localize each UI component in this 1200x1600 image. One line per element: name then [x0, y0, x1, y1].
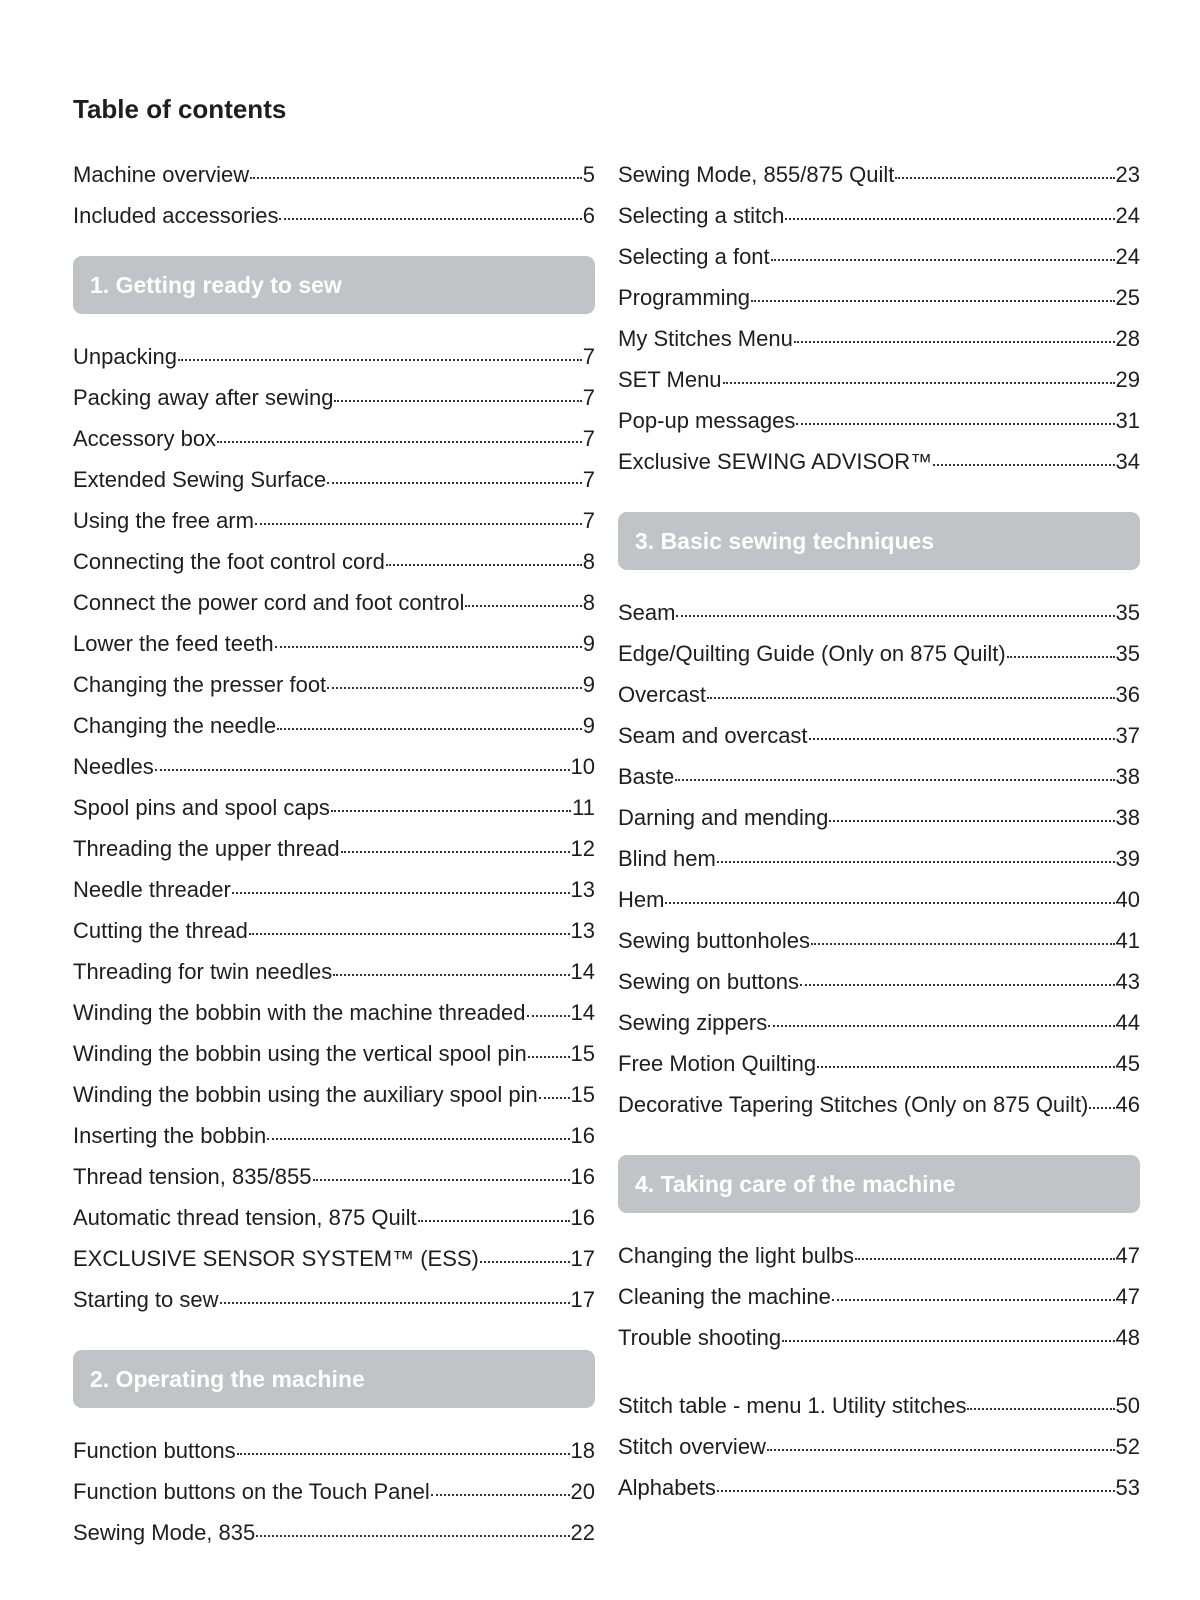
dot-leader: [665, 902, 1114, 904]
toc-entry[interactable]: [618, 359, 1140, 400]
dot-leader: [539, 1097, 570, 1099]
dot-leader: [237, 1453, 570, 1455]
dot-leader: [333, 974, 569, 976]
dot-leader: [800, 984, 1114, 986]
toc-entry-title: Sewing on buttons: [618, 969, 800, 994]
dot-leader: [334, 400, 581, 402]
toc-entry[interactable]: [618, 715, 1140, 756]
toc-entry-page-number: 12: [570, 836, 595, 861]
toc-entry[interactable]: [73, 195, 595, 236]
toc-entry-title: Exclusive SEWING ADVISOR™: [618, 449, 933, 474]
toc-entry[interactable]: [73, 705, 595, 746]
toc-entry[interactable]: [618, 1317, 1140, 1358]
toc-entry[interactable]: [73, 746, 595, 787]
dot-leader: [275, 646, 582, 648]
toc-entry[interactable]: [618, 1084, 1140, 1125]
toc-entry-page-number: 9: [582, 713, 595, 738]
dot-leader: [895, 177, 1114, 179]
toc-entry-page-number: 47: [1115, 1243, 1140, 1268]
toc-entry[interactable]: [618, 797, 1140, 838]
toc-entry-page-number: 38: [1115, 764, 1140, 789]
dot-leader: [717, 1490, 1115, 1492]
toc-entry-title: Free Motion Quilting: [618, 1051, 817, 1076]
dot-leader: [220, 1302, 570, 1304]
toc-entry-title: Thread tension, 835/855: [73, 1164, 312, 1189]
toc-entry[interactable]: [618, 277, 1140, 318]
toc-entry-title: Seam: [618, 600, 676, 625]
toc-entry-page-number: 39: [1115, 846, 1140, 871]
toc-entry-title: Machine overview: [73, 162, 250, 187]
dot-leader: [480, 1261, 570, 1263]
toc-entry-title: EXCLUSIVE SENSOR SYSTEM™ (ESS): [73, 1246, 479, 1271]
dot-leader: [217, 441, 582, 443]
toc-entry[interactable]: [73, 1156, 595, 1197]
toc-entry-title: Winding the bobbin using the vertical spool pin: [73, 1041, 527, 1066]
toc-entry-page-number: 48: [1115, 1325, 1140, 1350]
right-column: [618, 154, 1140, 1508]
toc-entry[interactable]: [73, 623, 595, 664]
toc-entry-page-number: 31: [1115, 408, 1140, 433]
toc-entry-page-number: 40: [1115, 887, 1140, 912]
toc-entry-page-number: 11: [572, 795, 595, 820]
toc-entry[interactable]: [618, 318, 1140, 359]
section-header-taking-care: 4. Taking care of the machine: [618, 1155, 1140, 1213]
toc-entry-title: Lower the feed teeth: [73, 631, 274, 656]
toc-entry-page-number: 7: [582, 467, 595, 492]
toc-entry[interactable]: [73, 828, 595, 869]
toc-entry[interactable]: [618, 154, 1140, 195]
toc-entry-title: Using the free arm: [73, 508, 254, 533]
toc-entry-page-number: 7: [582, 508, 595, 533]
dot-leader: [155, 769, 570, 771]
section-header-operating: 2. Operating the machine: [73, 1350, 595, 1408]
dot-leader: [1007, 656, 1115, 658]
toc-entry-page-number: 43: [1115, 969, 1140, 994]
toc-entry-title: Included accessories: [73, 203, 279, 228]
toc-entry-title: Selecting a stitch: [618, 203, 785, 228]
toc-entry-title: Needles: [73, 754, 154, 779]
toc-entry-title: Connecting the foot control cord: [73, 549, 385, 574]
toc-entry-title: Connect the power cord and foot control: [73, 590, 465, 615]
toc-entry-page-number: 50: [1115, 1393, 1140, 1418]
toc-entry-page-number: 24: [1115, 203, 1140, 228]
toc-entry-page-number: 37: [1115, 723, 1140, 748]
toc-entry-title: Sewing Mode, 835: [73, 1520, 256, 1545]
toc-entry-title: Winding the bobbin using the auxiliary spool pin: [73, 1082, 538, 1107]
dot-leader: [331, 810, 571, 812]
toc-entry[interactable]: [73, 1074, 595, 1115]
toc-entry[interactable]: [73, 1033, 595, 1074]
dot-leader: [527, 1015, 570, 1017]
dot-leader: [817, 1066, 1114, 1068]
toc-entry-title: SET Menu: [618, 367, 722, 392]
toc-entry-title: Threading for twin needles: [73, 959, 333, 984]
toc-entry[interactable]: [73, 541, 595, 582]
toc-entry-title: Baste: [618, 764, 675, 789]
toc-entry-page-number: 20: [570, 1479, 595, 1504]
toc-entry[interactable]: [618, 633, 1140, 674]
dot-leader: [785, 218, 1114, 220]
toc-entry[interactable]: [618, 1276, 1140, 1317]
toc-entry-page-number: 22: [570, 1520, 595, 1545]
toc-entry-page-number: 13: [570, 918, 595, 943]
toc-entry-page-number: 52: [1115, 1434, 1140, 1459]
toc-entry-page-number: 16: [570, 1164, 595, 1189]
toc-entry-title: Alphabets: [618, 1475, 716, 1500]
toc-entry-title: Cutting the thread: [73, 918, 248, 943]
toc-entry[interactable]: [73, 418, 595, 459]
toc-entry-page-number: 9: [582, 672, 595, 697]
toc-entry-page-number: 47: [1115, 1284, 1140, 1309]
toc-entry-page-number: 24: [1115, 244, 1140, 269]
dot-leader: [809, 738, 1115, 740]
toc-entry-page-number: 53: [1115, 1475, 1140, 1500]
toc-entry-page-number: 38: [1115, 805, 1140, 830]
toc-entry-title: Changing the presser foot: [73, 672, 327, 697]
toc-entry[interactable]: [618, 1467, 1140, 1508]
dot-leader: [855, 1258, 1114, 1260]
dot-leader: [279, 218, 581, 220]
toc-entry-title: Stitch overview: [618, 1434, 766, 1459]
toc-entry[interactable]: [618, 961, 1140, 1002]
toc-entry[interactable]: [73, 1512, 595, 1553]
toc-entry[interactable]: [73, 869, 595, 910]
toc-entry-title: Pop-up messages: [618, 408, 796, 433]
toc-entry-title: Sewing buttonholes: [618, 928, 811, 953]
toc-entry[interactable]: [618, 1043, 1140, 1084]
toc-entry[interactable]: [73, 1430, 595, 1471]
toc-entry[interactable]: [73, 992, 595, 1033]
toc-entry-page-number: 9: [582, 631, 595, 656]
toc-entry-title: Hem: [618, 887, 665, 912]
toc-entry-page-number: 35: [1115, 641, 1140, 666]
dot-leader: [707, 697, 1114, 699]
toc-entry[interactable]: [73, 1197, 595, 1238]
toc-entry-title: Unpacking: [73, 344, 177, 369]
toc-entry-page-number: 13: [570, 877, 595, 902]
toc-entry-title: Changing the light bulbs: [618, 1243, 855, 1268]
toc-entry[interactable]: [73, 1471, 595, 1512]
toc-entry-page-number: 14: [570, 1000, 595, 1025]
section-header-basic-sewing: 3. Basic sewing techniques: [618, 512, 1140, 570]
dot-leader: [528, 1056, 570, 1058]
toc-entry-page-number: 5: [582, 162, 595, 187]
toc-entry[interactable]: [73, 582, 595, 623]
toc-entry[interactable]: [618, 1385, 1140, 1426]
toc-entry-title: Starting to sew: [73, 1287, 219, 1312]
toc-entry[interactable]: [73, 336, 595, 377]
toc-entry-title: Accessory box: [73, 426, 217, 451]
dot-leader: [832, 1299, 1115, 1301]
page-title: Table of contents: [73, 94, 287, 124]
toc-entry[interactable]: [618, 1235, 1140, 1276]
dot-leader: [676, 615, 1114, 617]
toc-entry[interactable]: [73, 459, 595, 500]
dot-leader: [771, 259, 1115, 261]
dot-leader: [249, 933, 570, 935]
toc-entry-title: Packing away after sewing: [73, 385, 334, 410]
toc-entry-title: Edge/Quilting Guide (Only on 875 Quilt): [618, 641, 1006, 666]
section4-list: [618, 1235, 1140, 1358]
toc-entry-page-number: 41: [1115, 928, 1140, 953]
toc-entry-title: Blind hem: [618, 846, 716, 871]
dot-leader: [794, 341, 1115, 343]
toc-entry-title: Stitch table - menu 1. Utility stitches: [618, 1393, 967, 1418]
toc-entry-title: Changing the needle: [73, 713, 277, 738]
toc-entry[interactable]: [618, 1426, 1140, 1467]
toc-entry-title: Selecting a font: [618, 244, 770, 269]
toc-entry-page-number: 34: [1115, 449, 1140, 474]
toc-entry-page-number: 45: [1115, 1051, 1140, 1076]
dot-leader: [751, 300, 1114, 302]
toc-entry[interactable]: [73, 787, 595, 828]
toc-entry-title: Overcast: [618, 682, 707, 707]
toc-entry-page-number: 15: [570, 1082, 595, 1107]
dot-leader: [256, 1535, 569, 1537]
toc-entry-title: Extended Sewing Surface: [73, 467, 327, 492]
toc-entry[interactable]: [73, 1115, 595, 1156]
appendix-list: [618, 1385, 1140, 1508]
toc-entry-title: Function buttons: [73, 1438, 236, 1463]
toc-entry[interactable]: [618, 674, 1140, 715]
toc-entry-title: Spool pins and spool caps: [73, 795, 330, 820]
toc-entry-title: Decorative Tapering Stitches (Only on 875 Quilt): [618, 1092, 1089, 1117]
toc-entry-title: Programming: [618, 285, 751, 310]
toc-entry-page-number: 7: [582, 385, 595, 410]
toc-entry-page-number: 29: [1115, 367, 1140, 392]
toc-entry-title: Winding the bobbin with the machine threaded: [73, 1000, 526, 1025]
toc-entry-page-number: 35: [1115, 600, 1140, 625]
left-column: [73, 154, 595, 1553]
dot-leader: [933, 464, 1114, 466]
toc-entry-page-number: 18: [570, 1438, 595, 1463]
toc-entry-title: Automatic thread tension, 875 Quilt: [73, 1205, 417, 1230]
toc-entry[interactable]: [73, 1238, 595, 1279]
toc-entry-title: Cleaning the machine: [618, 1284, 831, 1309]
toc-entry-page-number: 46: [1115, 1092, 1140, 1117]
toc-entry[interactable]: [73, 951, 595, 992]
dot-leader: [782, 1340, 1114, 1342]
dot-leader: [277, 728, 582, 730]
toc-entry-page-number: 7: [582, 426, 595, 451]
toc-entry-title: Needle threader: [73, 877, 231, 902]
intro-list: [73, 154, 595, 236]
section3-list: [618, 592, 1140, 1125]
toc-entry-page-number: 14: [570, 959, 595, 984]
toc-entry-page-number: 36: [1115, 682, 1140, 707]
dot-leader: [768, 1025, 1114, 1027]
dot-leader: [967, 1408, 1114, 1410]
toc-entry[interactable]: [618, 441, 1140, 482]
dot-leader: [767, 1449, 1115, 1451]
section2-list: [73, 1430, 595, 1553]
toc-entry[interactable]: [618, 1002, 1140, 1043]
dot-leader: [327, 687, 582, 689]
toc-entry-page-number: 7: [582, 344, 595, 369]
toc-entry[interactable]: [618, 400, 1140, 441]
toc-entry-title: Darning and mending: [618, 805, 829, 830]
section-header-getting-ready: 1. Getting ready to sew: [73, 256, 595, 314]
toc-entry-title: Threading the upper thread: [73, 836, 340, 861]
toc-entry-page-number: 23: [1115, 162, 1140, 187]
toc-entry-title: Sewing Mode, 855/875 Quilt: [618, 162, 895, 187]
dot-leader: [465, 605, 581, 607]
dot-leader: [717, 861, 1115, 863]
dot-leader: [1089, 1107, 1114, 1109]
toc-entry-title: Function buttons on the Touch Panel: [73, 1479, 430, 1504]
toc-entry-page-number: 6: [582, 203, 595, 228]
dot-leader: [675, 779, 1114, 781]
toc-entry[interactable]: [618, 838, 1140, 879]
toc-entry-title: Inserting the bobbin: [73, 1123, 267, 1148]
toc-entry-page-number: 28: [1115, 326, 1140, 351]
toc-entry-title: My Stitches Menu: [618, 326, 793, 351]
dot-leader: [431, 1494, 570, 1496]
dot-leader: [723, 382, 1115, 384]
toc-entry-page-number: 15: [570, 1041, 595, 1066]
toc-entry-page-number: 44: [1115, 1010, 1140, 1035]
dot-leader: [341, 851, 570, 853]
toc-entry-page-number: 25: [1115, 285, 1140, 310]
dot-leader: [255, 523, 582, 525]
toc-entry-title: Seam and overcast: [618, 723, 808, 748]
toc-entry[interactable]: [618, 756, 1140, 797]
toc-entry[interactable]: [73, 910, 595, 951]
toc-entry-page-number: 8: [582, 590, 595, 615]
dot-leader: [418, 1220, 570, 1222]
toc-entry[interactable]: [618, 920, 1140, 961]
toc-entry-page-number: 17: [570, 1246, 595, 1271]
section2-continued-list: [618, 154, 1140, 482]
section1-list: [73, 336, 595, 1320]
toc-entry[interactable]: [73, 377, 595, 418]
dot-leader: [267, 1138, 569, 1140]
toc-entry[interactable]: [618, 236, 1140, 277]
dot-leader: [232, 892, 570, 894]
dot-leader: [829, 820, 1114, 822]
dot-leader: [250, 177, 582, 179]
toc-entry[interactable]: [618, 592, 1140, 633]
dot-leader: [811, 943, 1114, 945]
dot-leader: [178, 359, 582, 361]
toc-entry-page-number: 16: [570, 1123, 595, 1148]
dot-leader: [327, 482, 582, 484]
dot-leader: [796, 423, 1114, 425]
toc-entry-page-number: 16: [570, 1205, 595, 1230]
dot-leader: [386, 564, 582, 566]
toc-entry[interactable]: [618, 195, 1140, 236]
toc-entry-title: Trouble shooting: [618, 1325, 782, 1350]
toc-entry[interactable]: [73, 664, 595, 705]
toc-entry[interactable]: [618, 879, 1140, 920]
toc-entry-page-number: 10: [570, 754, 595, 779]
toc-entry-title: Sewing zippers: [618, 1010, 768, 1035]
toc-entry[interactable]: [73, 500, 595, 541]
toc-entry-page-number: 17: [570, 1287, 595, 1312]
dot-leader: [313, 1179, 570, 1181]
toc-entry[interactable]: [73, 154, 595, 195]
toc-entry-page-number: 8: [582, 549, 595, 574]
toc-entry[interactable]: [73, 1279, 595, 1320]
